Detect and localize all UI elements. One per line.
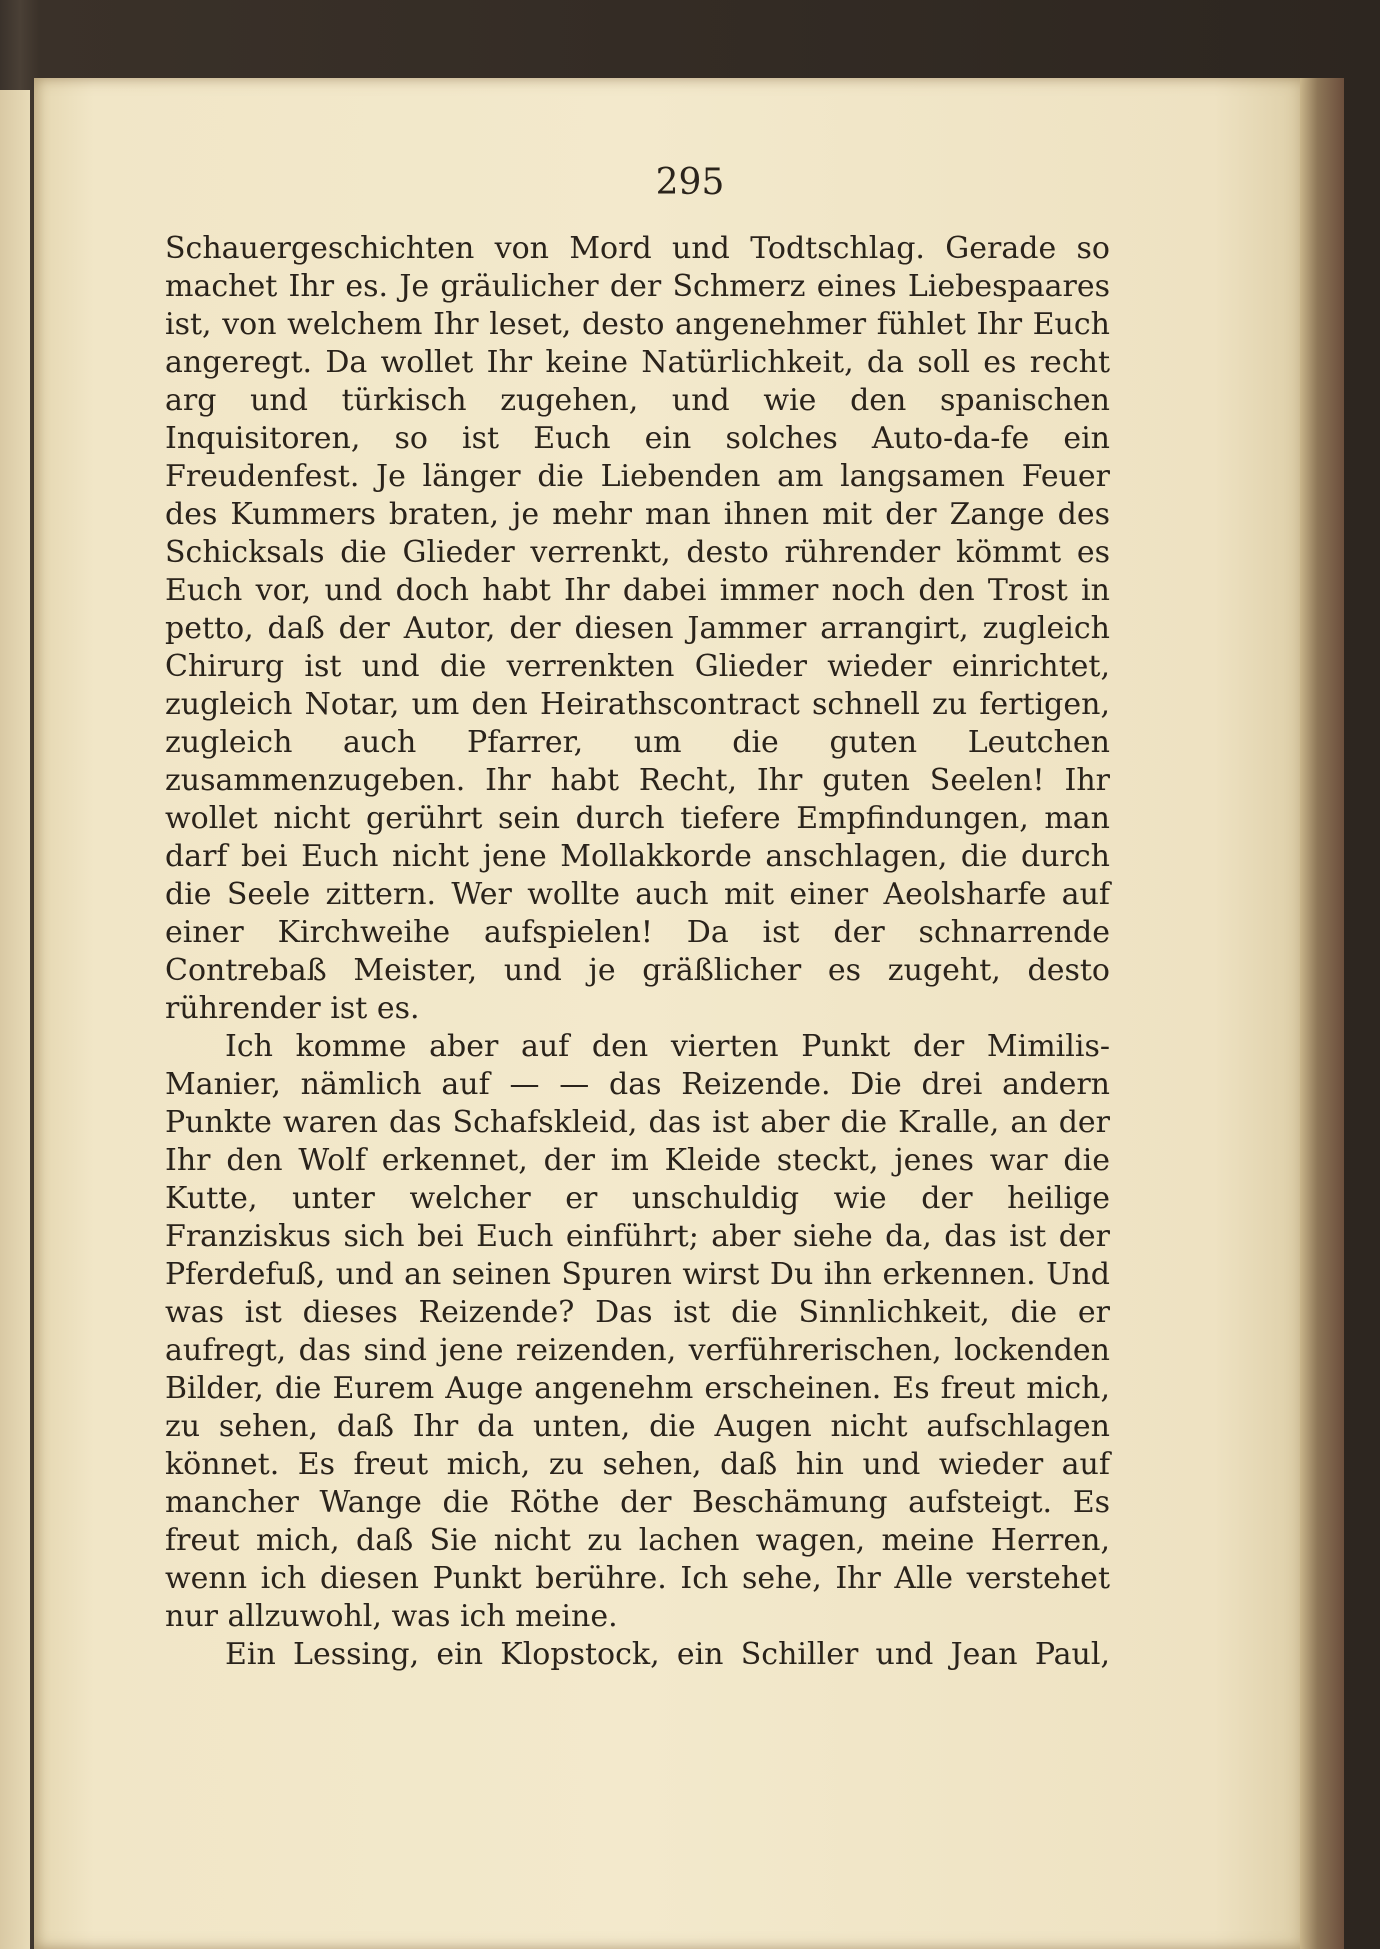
- paragraph-1: Schauergeschichten von Mord und Todtschlag. Gerade so machet Ihr es. Je gräulicher der Schmerz eines Liebespaares ist, von welchem Ihr leset, desto angenehmer fühlet Ihr Euch angeregt. Da wollet Ihr keine Natürlichkeit, da soll es recht arg und türkisch zugehen, und wie den spanischen Inquisitoren, so ist Euch ein solches Auto-da-fe ein Freudenfest. Je länger die Liebenden am langsamen Feuer des Kummers braten, je mehr man ihnen mit der Zange des Schicksals die Glieder verrenkt, desto rührender kömmt es Euch vor, und doch habt Ihr dabei immer noch den Trost in petto, daß der Autor, der diesen Jammer arrangirt, zugleich Chirurg ist und die verrenkten Glieder wieder einrichtet, zugleich Notar, um den Heirathscontract schnell zu fertigen, zugleich auch Pfarrer, um die guten Leutchen zusammenzugeben. Ihr habt Recht, Ihr guten Seelen! Ihr wollet nicht gerührt sein durch tiefere Empfindungen, man darf bei Euch nicht jene Mollakkorde anschlagen, die durch die Seele zittern. Wer wollte auch mit einer Aeolsharfe auf einer Kirchweihe aufspielen! Da ist der schnarrende Contrebaß Meister, und je gräßlicher es zugeht, desto rührender ist es.: [165, 231, 1110, 1026]
- body-text: [165, 230, 1110, 1674]
- paragraph-3: Ein Lessing, ein Klopstock, ein Schiller und Jean Paul,: [225, 1637, 1110, 1672]
- page-number: 295: [655, 162, 725, 203]
- page-stack-edge: [1300, 78, 1344, 1949]
- previous-page-edge: [0, 90, 30, 1949]
- paragraph-2: Ich komme aber auf den vierten Punkt der Mimilis-Manier, nämlich auf — — das Reizende. Die drei andern Punkte waren das Schafskleid, das ist aber die Kralle, an der Ihr den Wolf erkennet, der im Kleide steckt, jenes war die Kutte, unter welcher er unschuldig wie der heilige Franziskus sich bei Euch einführt; aber siehe da, das ist der Pferdefuß, und an seinen Spuren wirst Du ihn erkennen. Und was ist dieses Reizende? Das ist die Sinnlichkeit, die er aufregt, das sind jene reizenden, verführerischen, lockenden Bilder, die Eurem Auge angenehm erscheinen. Es freut mich, zu sehen, daß Ihr da unten, die Augen nicht aufschlagen könnet. Es freut mich, zu sehen, daß hin und wieder auf mancher Wange die Röthe der Beschämung aufsteigt. Es freut mich, daß Sie nicht zu lachen wagen, meine Herren, wenn ich diesen Punkt berühre. Ich sehe, Ihr Alle verstehet nur allzuwohl, was ich meine.: [165, 1029, 1110, 1634]
